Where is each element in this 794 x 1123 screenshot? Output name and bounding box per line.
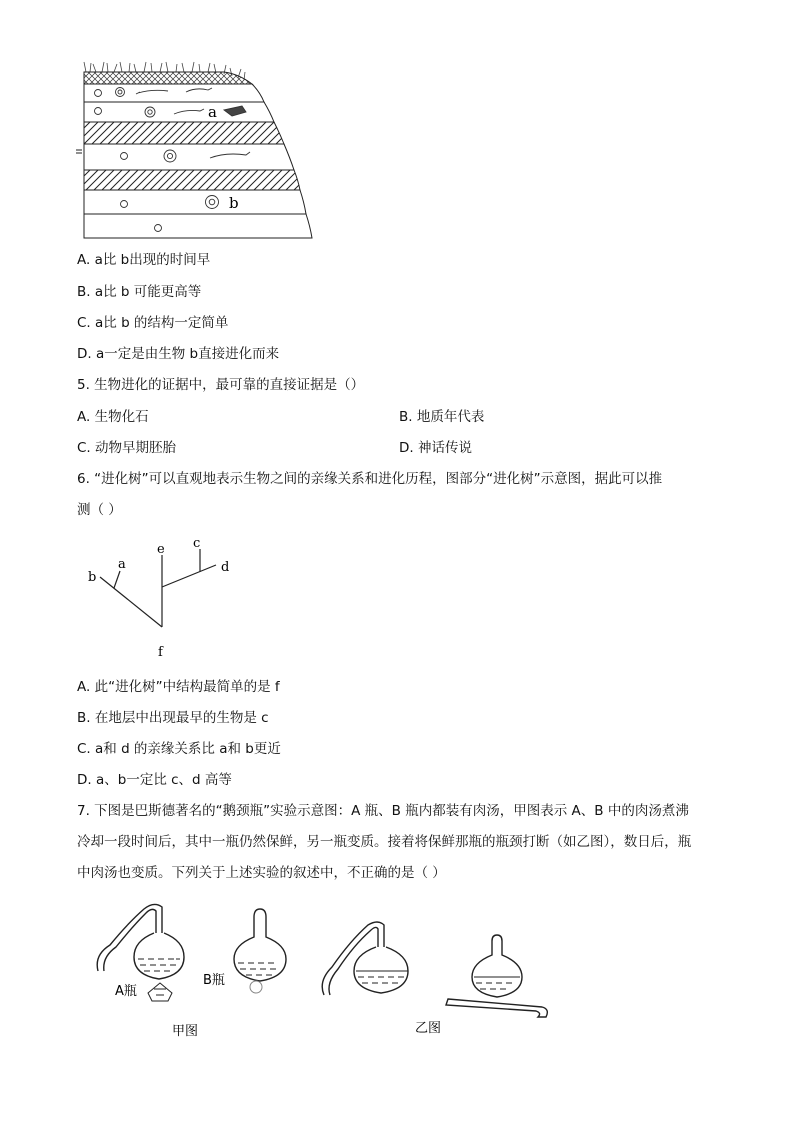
bottle-b-label: B瓶 [203, 973, 225, 988]
tree-label-d: d [221, 560, 230, 575]
tree-label-a: a [118, 557, 126, 572]
tree-label-c: c [193, 536, 201, 551]
caption-jia: 甲图 [172, 1024, 199, 1039]
q6-stem-line1: 6. “进化树”可以直观地表示生物之间的亲缘关系和进化历程，图部分“进化树”示意图，据此可以推 [77, 471, 663, 487]
q5-option-d: D. 神话传说 [399, 440, 472, 456]
strata-figure [74, 58, 324, 242]
fossil-label-a: a [208, 103, 217, 121]
swan-neck-flask-figure [88, 895, 558, 1045]
q6-option-b: B. 在地层中出现最早的生物是 c [77, 710, 269, 726]
q6-option-d: D. a、b一定比 c、d 高等 [77, 772, 232, 788]
q7-stem-line2: 冷却一段时间后，其中一瓶仍然保鲜，另一瓶变质。接着将保鲜那瓶的瓶颈打断（如乙图），数日后，瓶 [77, 834, 692, 850]
tree-label-e: e [157, 542, 165, 557]
q5-option-c: C. 动物早期胚胎 [77, 440, 177, 456]
q4-option-d: D. a一定是由生物 b直接进化而来 [77, 346, 280, 362]
q4-option-c: C. a比 b 的结构一定简单 [77, 315, 229, 331]
q5-option-b: B. 地质年代表 [399, 409, 485, 425]
q6-option-c: C. a和 d 的亲缘关系比 a和 b更近 [77, 741, 281, 757]
tree-label-f: f [158, 645, 163, 660]
tree-label-b: b [88, 570, 97, 585]
caption-yi: 乙图 [415, 1021, 442, 1036]
cotton-icon [250, 981, 262, 993]
bottle-a-label: A瓶 [115, 984, 137, 999]
q5-option-a: A. 生物化石 [77, 409, 149, 425]
q7-stem-line1: 7. 下图是巴斯德著名的“鹅颈瓶”实验示意图：A 瓶、B 瓶内都装有肉汤，甲图表示 A、B 中的肉汤煮沸 [77, 803, 689, 819]
q6-stem-line2: 测（ ） [77, 502, 122, 518]
q4-option-a: A. a比 b出现的时间早 [77, 252, 211, 268]
q6-option-a: A. 此“进化树”中结构最简单的是 f [77, 679, 280, 695]
q4-option-b: B. a比 b 可能更高等 [77, 284, 202, 300]
alcohol-lamp-icon [148, 983, 172, 1001]
q5-stem: 5. 生物进化的证据中，最可靠的直接证据是（） [77, 377, 365, 393]
fossil-label-b: b [229, 194, 239, 212]
q7-stem-line3: 中肉汤也变质。下列关于上述实验的叙述中，不正确的是（ ） [77, 865, 446, 881]
evolution-tree-figure [80, 535, 250, 665]
